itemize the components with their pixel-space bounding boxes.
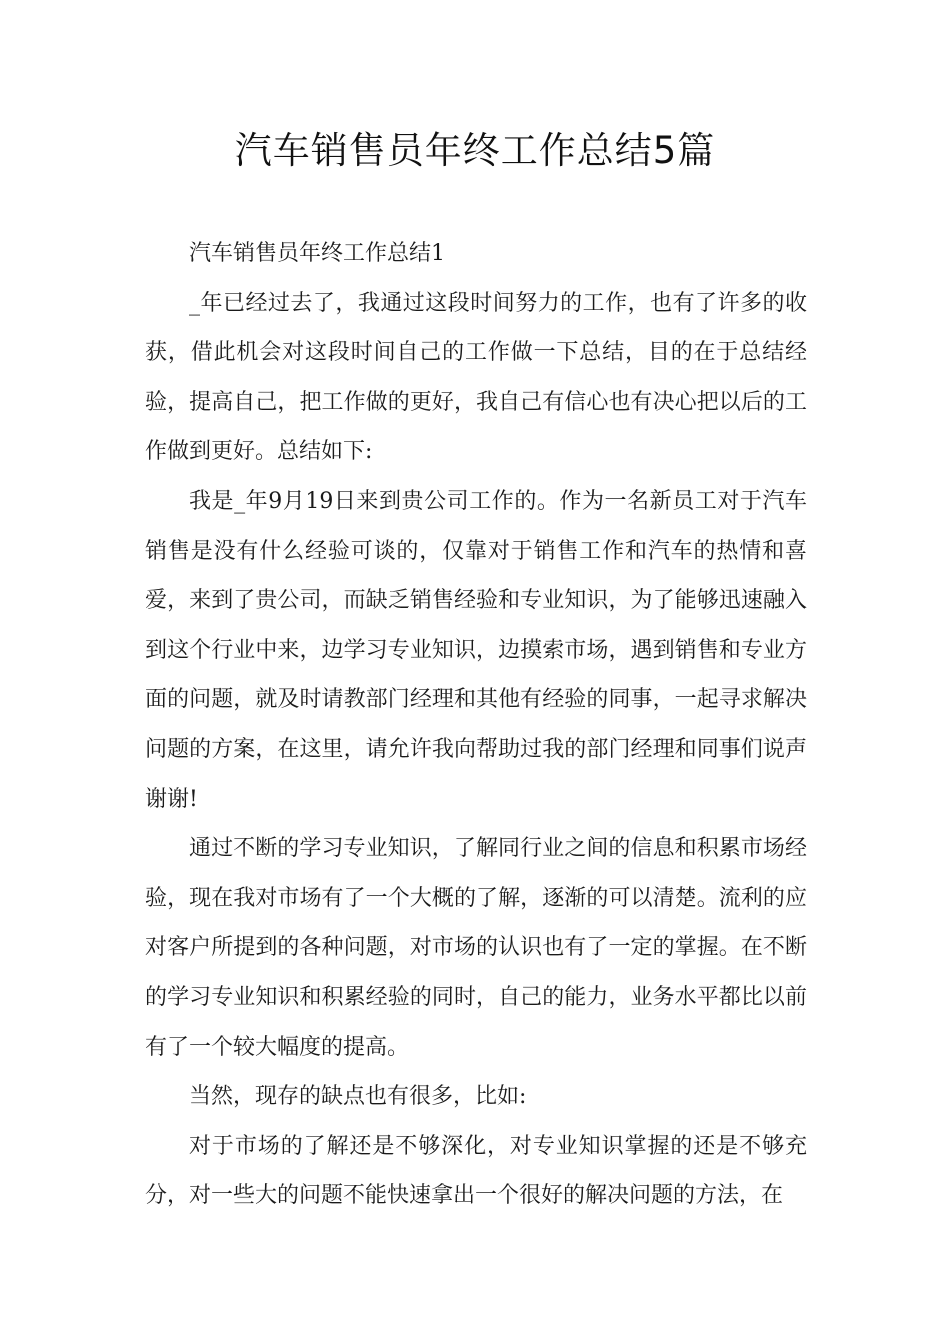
section-heading: 汽车销售员年终工作总结1 xyxy=(189,241,445,266)
paragraph: _年已经过去了，我通过这段时间努力的工作，也有了许多的收获，借此机会对这段时间自己的工作做一下总结，目的在于总结经验，提高自己，把工作做的更好，我自己有信心也有决心把以后的工作做到更好。总结如下: xyxy=(145,290,807,465)
document-title: 汽车销售员年终工作总结5篇 xyxy=(234,129,716,172)
paragraph: 我是_年9月19日来到贵公司工作的。作为一名新员工对于汽车销售是没有什么经验可谈的，仅靠对于销售工作和汽车的热情和喜爱，来到了贵公司，而缺乏销售经验和专业知识，为了能够迅速融入到这个行业中来，边学习专业知识，边摸索市场，遇到销售和专业方面的问题，就及时请教部门经理和其他有经验的同事，一起寻求解决问题的方案，在这里，请允许我向帮助过我的部门经理和同事们说声谢谢! xyxy=(145,488,807,812)
paragraph: 当然，现存的缺点也有很多，比如: xyxy=(189,1084,527,1110)
paragraph: 对于市场的了解还是不够深化，对专业知识掌握的还是不够充分，对一些大的问题不能快速拿出一个很好的解决问题的方法，在 xyxy=(145,1133,807,1209)
paragraph: 通过不断的学习专业知识，了解同行业之间的信息和积累市场经验，现在我对市场有了一个大概的了解，逐渐的可以清楚。流利的应对客户所提到的各种问题，对市场的认识也有了一定的掌握。在不断的学习专业知识和积累经验的同时，自己的能力，业务水平都比以前有了一个较大幅度的提高。 xyxy=(145,836,807,1060)
document-body xyxy=(145,229,807,1221)
